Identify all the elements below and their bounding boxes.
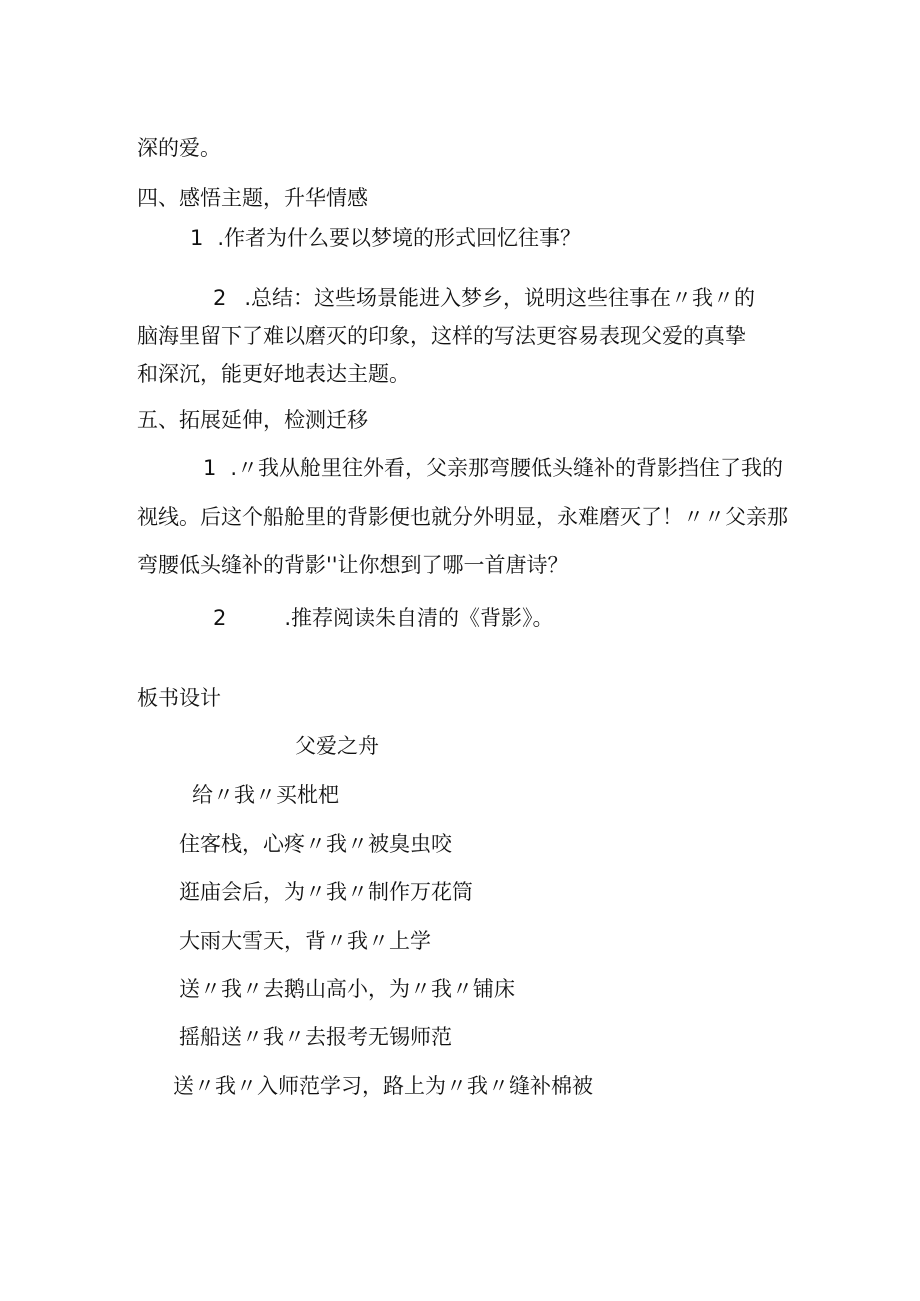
section-heading-4: 四、感悟主题，升华情感	[137, 186, 368, 210]
board-list-item: 给〃我〃买枇杷	[192, 783, 339, 807]
item-text: .作者为什么要以梦境的形式回忆往事？	[217, 226, 582, 250]
item-number: 2	[213, 286, 227, 310]
extension-continuation-2: 弯腰低头缝补的背影''让你想到了哪一首唐诗？	[137, 553, 569, 577]
item-text: .总结：这些场景能进入梦乡，说明这些往事在〃我〃的	[244, 286, 756, 310]
extension-item-2	[213, 603, 554, 633]
board-design-heading: 板书设计	[137, 686, 221, 710]
board-list-item: 送〃我〃入师范学习，路上为〃我〃缝补棉被	[173, 1074, 593, 1098]
extension-item-1	[203, 453, 783, 483]
item-number: 1	[190, 226, 204, 250]
section-heading-5: 五、拓展延伸，检测迁移	[137, 408, 368, 432]
board-list-item: 大雨大雪天，背〃我〃上学	[179, 929, 431, 953]
item-number: 2	[213, 606, 227, 630]
item-text: .〃我从舱里往外看，父亲那弯腰低头缝补的背影挡住了我的	[230, 456, 784, 480]
summary-item-2	[213, 283, 755, 313]
summary-continuation-1: 脑海里留下了难以磨灭的印象，这样的写法更容易表现父爱的真挚	[137, 324, 746, 348]
board-list-item: 摇船送〃我〃去报考无锡师范	[179, 1025, 452, 1049]
question-1	[190, 223, 581, 253]
item-number: 1	[203, 456, 217, 480]
board-list-item: 逛庙会后，为〃我〃制作万花筒	[179, 880, 473, 904]
board-list-item: 住客栈，心疼〃我〃被臭虫咬	[179, 832, 452, 856]
extension-continuation-1: 视线。后这个船舱里的背影便也就分外明显，永难磨灭了！〃〃父亲那	[137, 505, 788, 529]
board-list-item: 送〃我〃去鹅山高小，为〃我〃铺床	[179, 977, 515, 1001]
paragraph-ending: 深的爱。	[137, 136, 221, 160]
board-title: 父爱之舟	[295, 734, 379, 758]
item-text: .推荐阅读朱自清的《背影》。	[284, 606, 554, 630]
summary-continuation-2: 和深沉，能更好地表达主题。	[137, 362, 410, 386]
